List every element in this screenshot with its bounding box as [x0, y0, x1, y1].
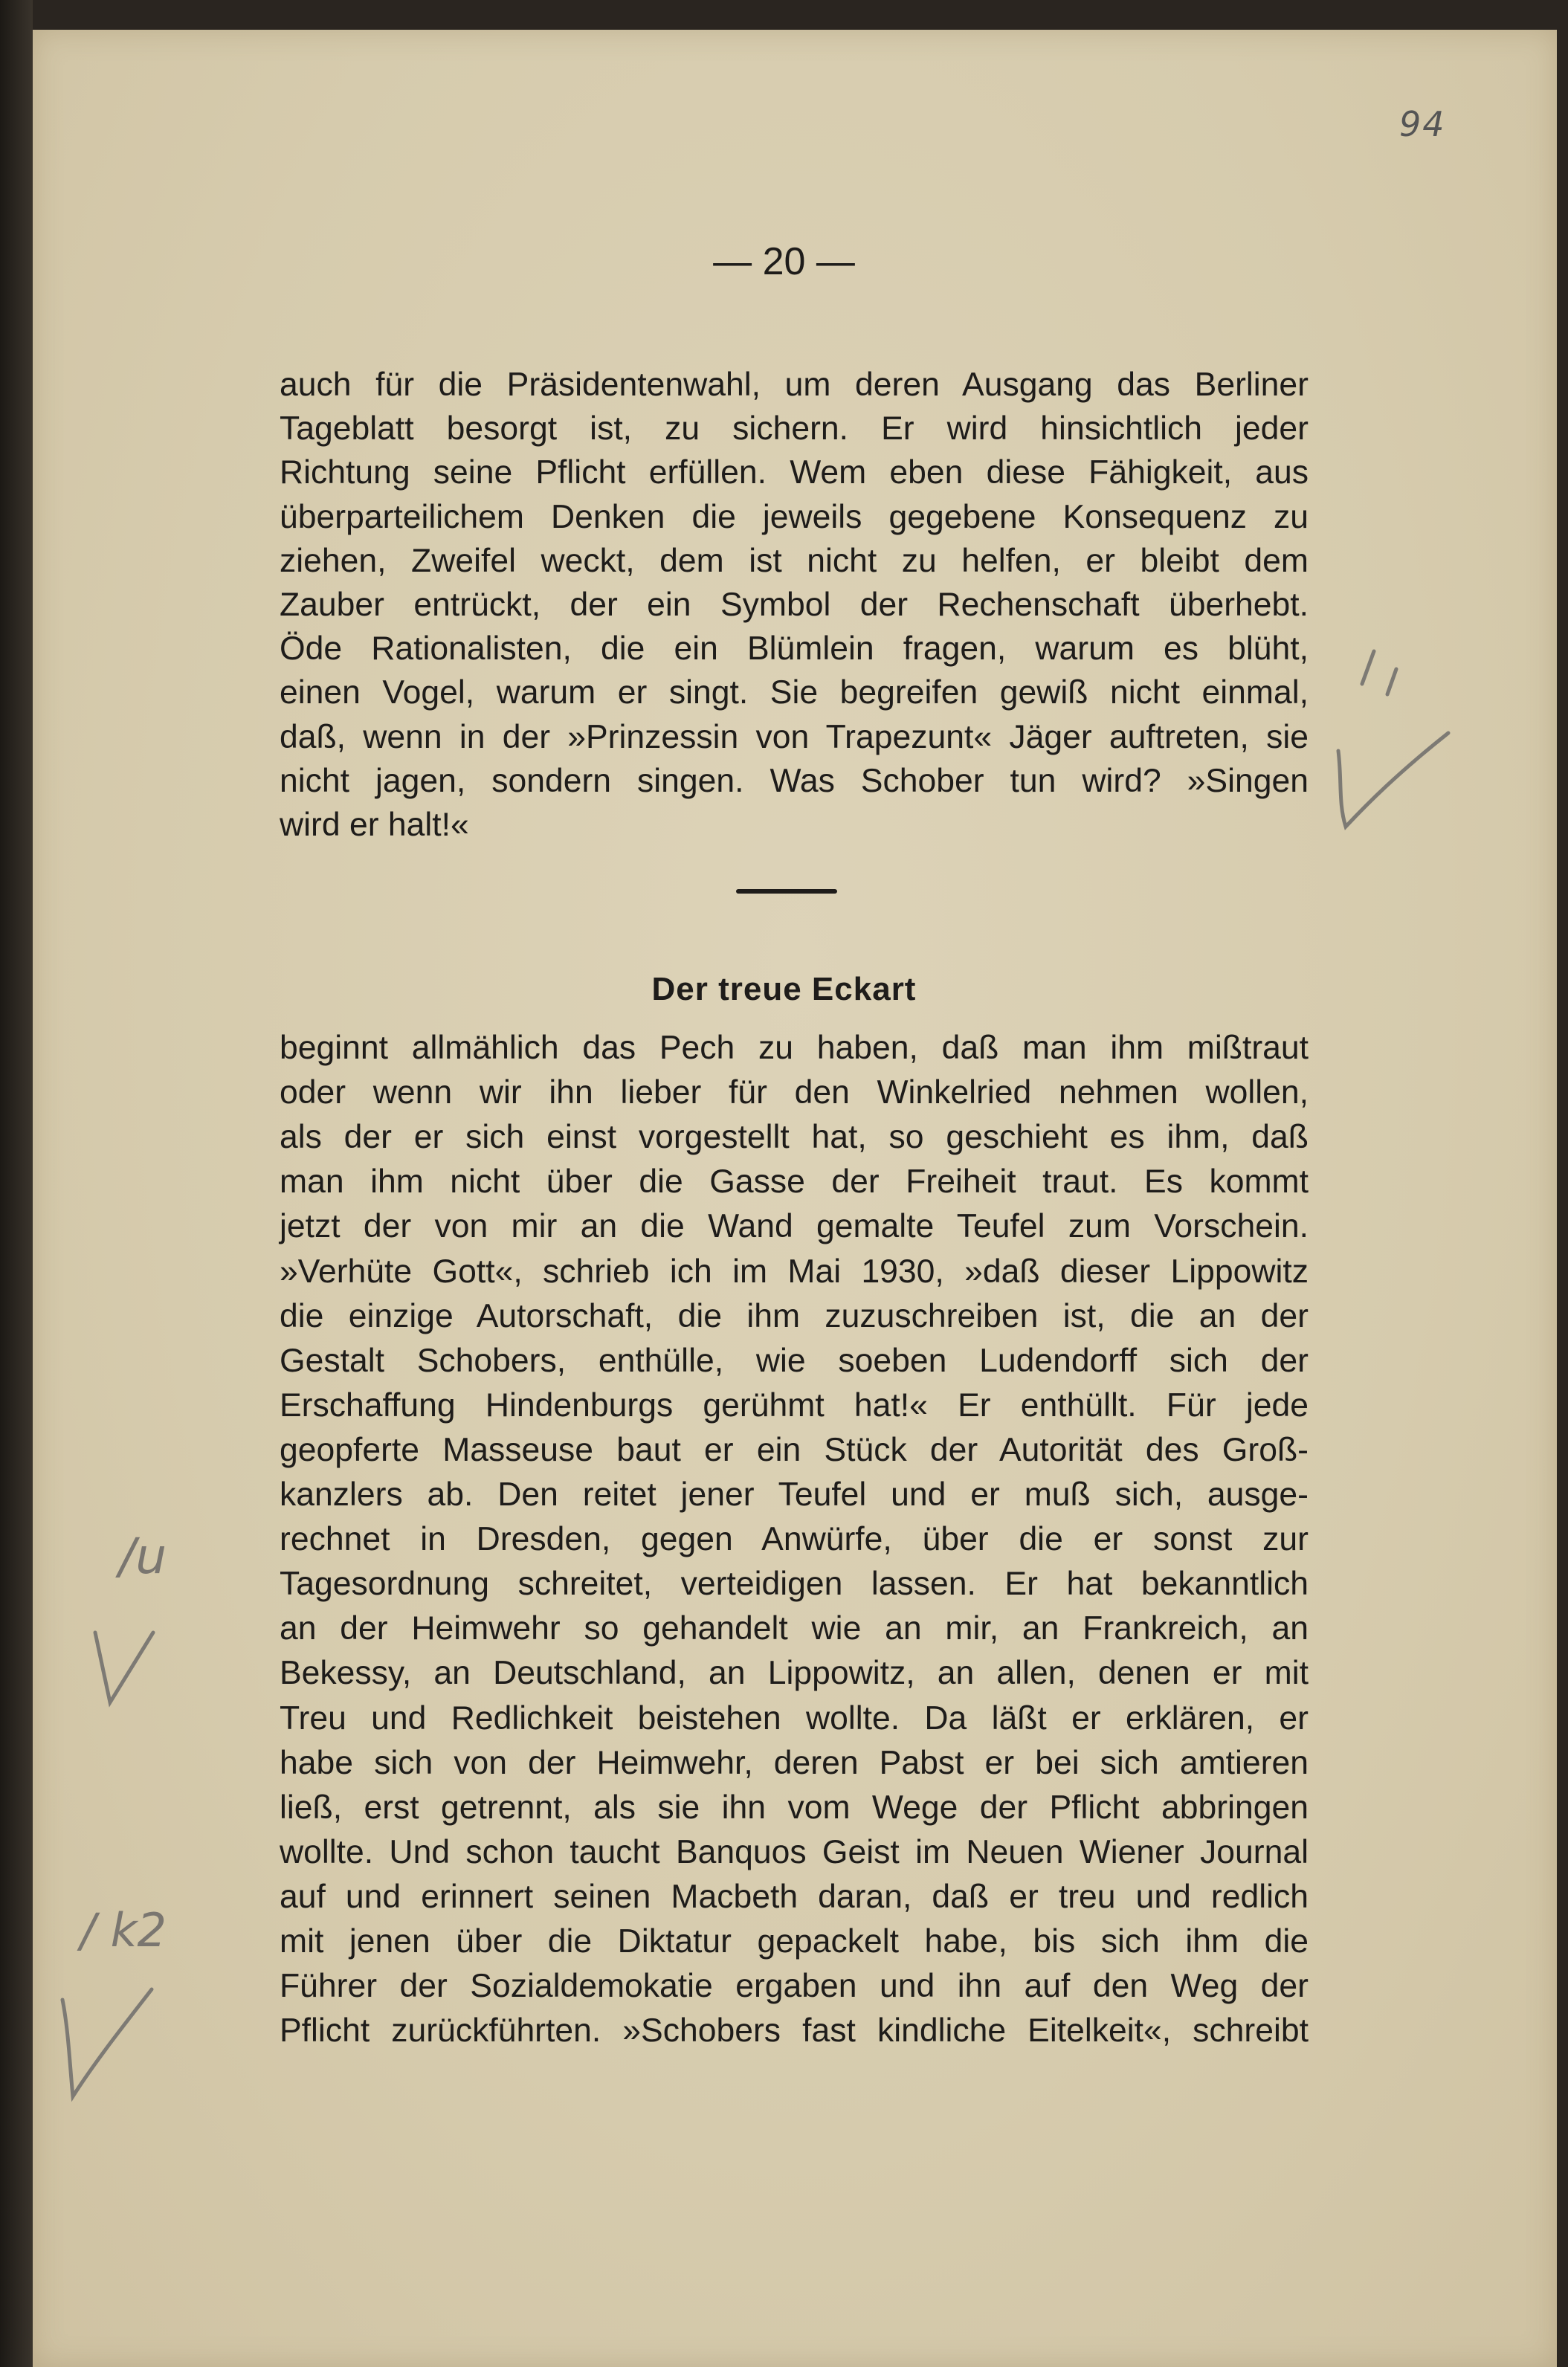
text-line: Zauber entrückt, der ein Symbol der Rechenschaft überhebt. — [280, 587, 1309, 623]
text-line: Tageblatt besorgt ist, zu sichern. Er wird hinsichtlich jeder — [280, 410, 1309, 448]
text-line: beginnt allmählich das Pech zu haben, daß man ihm mißtraut — [280, 1030, 1309, 1066]
handwritten-folio-number: 94 — [1399, 104, 1446, 144]
text-line: oder wenn wir ihn lieber für den Winkelried nehmen wollen, — [280, 1074, 1309, 1111]
text-line: Bekessy, an Deutschland, an Lippowitz, an allen, denen er mit — [280, 1655, 1309, 1692]
text-line: man ihm nicht über die Gasse der Freiheit traut. Es kommt — [280, 1163, 1309, 1201]
text-line: daß, wenn in der »Prinzessin von Trapezunt« Jäger auftreten, sie — [280, 718, 1309, 755]
text-line: Pflicht zurückführten. »Schobers fast kindliche Eitelkeit«, schreibt — [280, 2012, 1309, 2050]
pencil-slash-mark — [1387, 669, 1396, 694]
text-line: auf und erinnert seinen Macbeth daran, daß er treu und redlich — [280, 1878, 1309, 1915]
pencil-slash-mark — [1362, 651, 1374, 684]
text-line: auch für die Präsidentenwahl, um deren Ausgang das Berliner — [280, 366, 1309, 403]
section-heading: Der treue Eckart — [651, 971, 917, 1007]
text-line: als der er sich einst vorgestellt hat, so geschieht es ihm, daß — [280, 1119, 1309, 1156]
text-line: ließ, erst getrennt, als sie ihn vom Wege der Pflicht abbringen — [280, 1789, 1309, 1826]
text-line: habe sich von der Heimwehr, deren Pabst er bei sich amtieren — [280, 1744, 1309, 1781]
pencil-checkmark — [1338, 733, 1448, 827]
text-line: Richtung seine Pflicht erfüllen. Wem eben diese Fähigkeit, aus — [280, 454, 1309, 491]
text-line: wird er halt!« — [280, 807, 469, 843]
text-line: Gestalt Schobers, enthülle, wie soeben Ludendorff sich der — [280, 1342, 1309, 1379]
text-line: Erschaffung Hindenburgs gerühmt hat!« Er enthüllt. Für jede — [280, 1386, 1309, 1424]
text-line: an der Heimwehr so gehandelt wie an mir, an Frankreich, an — [280, 1610, 1309, 1647]
text-line: »Verhüte Gott«, schrieb ich im Mai 1930, »daß dieser Lippowitz — [280, 1253, 1309, 1290]
text-line: kanzlers ab. Den reitet jener Teufel und er muß sich, ausge- — [280, 1476, 1309, 1513]
text-line: Tagesordnung schreitet, verteidigen lassen. Er hat bekanntlich — [280, 1566, 1309, 1603]
pencil-checkmark — [95, 1633, 153, 1702]
text-line: ziehen, Zweifel weckt, dem ist nicht zu helfen, er bleibt dem — [280, 542, 1309, 579]
page-number: — 20 — — [713, 240, 855, 283]
text-line: rechnet in Dresden, gegen Anwürfe, über die er sonst zur — [280, 1521, 1309, 1558]
text-line: überparteilichem Denken die jeweils gegebene Konsequenz zu — [280, 498, 1309, 535]
text-line: einen Vogel, warum er singt. Sie begreifen gewiß nicht einmal, — [280, 674, 1309, 711]
text-line: Öde Rationalisten, die ein Blümlein fragen, warum es blüht, — [280, 630, 1309, 668]
pencil-annotation-k2: / k2 — [80, 1903, 167, 1957]
text-line: die einzige Autorschaft, die ihm zuzuschreiben ist, die an der — [280, 1297, 1309, 1334]
text-line: jetzt der von mir an die Wand gemalte Teufel zum Vorschein. — [280, 1208, 1309, 1245]
text-line: mit jenen über die Diktatur gepackelt habe, bis sich ihm die — [280, 1923, 1309, 1960]
text-line: geopferte Masseuse baut er ein Stück der Autorität des Groß- — [280, 1431, 1309, 1468]
pencil-checkmark — [62, 1989, 152, 2096]
text-line: wollte. Und schon taucht Banquos Geist im Neuen Wiener Journal — [280, 1833, 1309, 1870]
text-line: Treu und Redlichkeit beistehen wollte. Da läßt er erklären, er — [280, 1699, 1309, 1737]
pencil-annotation-u: /u — [119, 1528, 167, 1585]
text-line: nicht jagen, sondern singen. Was Schober tun wird? »Singen — [280, 762, 1309, 799]
text-line: Führer der Sozialdemokatie ergaben und ihn auf den Weg der — [280, 1968, 1309, 2005]
